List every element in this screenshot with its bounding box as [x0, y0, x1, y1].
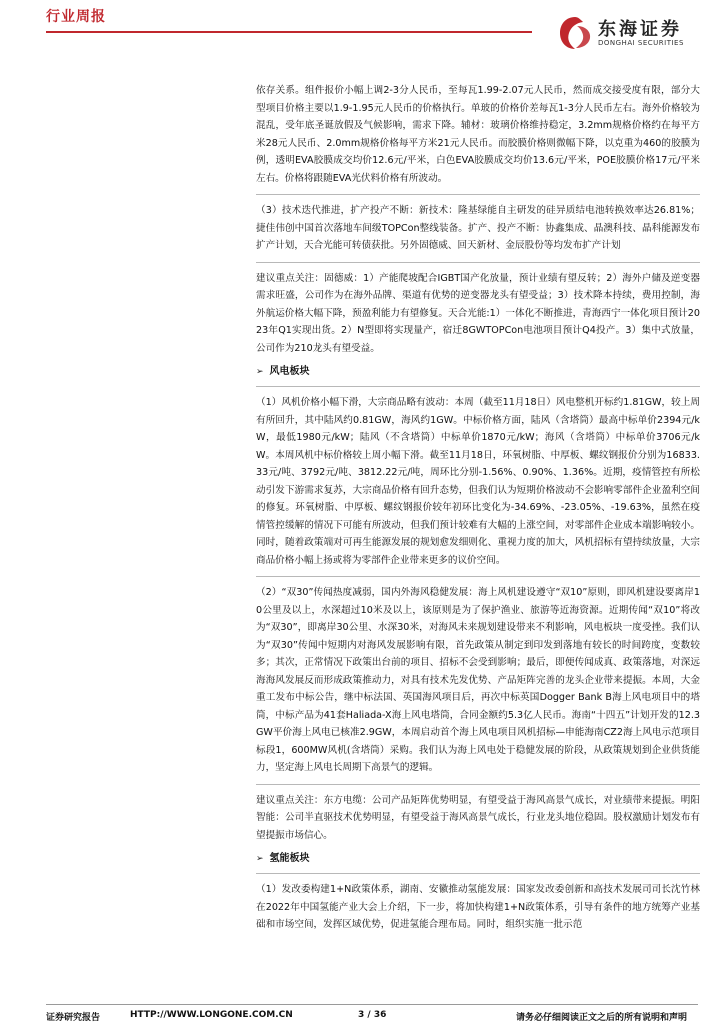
paragraph-wind-price: （1）风机价格小幅下滑，大宗商品略有波动：本周（截至11月18日）风电整机开标约1.81GW，较上周有所回升，其中陆风约0.81GW，海风约1GW。中标价格方面，陆风（含塔筒）最高中标单价2394元/kW，最低1980元/kW；陆风（不含塔筒）中标单价1870元/kW；海风（含塔筒）中标单价3706元/kW。本周风机中标价格较上周小幅下滑。截至11月18日，环氧树脂、中厚板、螺纹钢报价分别为16833.33元/吨、3792元/吨、3812.22元/吨，周环比分别-1.56%、0.90%、1.36%。近期，疫情管控有所松动引发下游需求复苏，大宗商品价格有回升态势，但我们认为短期价格波动不会影响零部件企业盈利空间的修复。环氧树脂、中厚板、螺纹钢报价较年初环比变化为-34.69%、-23.05%、-19.63%，虽然在疫情管控缓解的情况下可能有所波动，但我们预计较难有大幅的上涨空间，对零部件企业成本端影响较小。同时，随着政策端对可再生能源发展的规划愈发细则化、重视力度的加大，风机招标有望持续放量，大宗商品价格小幅上扬或将为零部件企业带来更多的议价空间。: [256, 397, 700, 566]
paragraph-hydrogen-policy: （1）发改委构建1+N政策体系，湖南、安徽推动氢能发展：国家发改委创新和高技术发展司司长沈竹林在2022年中国氢能产业大会上介绍，下一步，将加快构建1+N政策体系，引导有条件的地方统筹产业基础和市场空间，发挥区域优势，促进氢能合理布局。同时，组织实施一批示范: [256, 884, 700, 930]
paragraph-wind-recommend: 建议重点关注：东方电缆：公司产品矩阵优势明显，有望受益于海风高景气成长，对业绩带来提振。明阳智能：公司半直驱技术优势明显，有望受益于海风高景气成长，行业龙头地位稳固。股权激励计划发布有望提振市场信心。: [256, 794, 700, 841]
wind-section-heading: [256, 364, 700, 380]
paragraph-divider: [256, 576, 700, 577]
page-footer: [0, 1004, 724, 1024]
paragraph-pv-price: 依存关系。组件报价小幅上调2-3分人民币，至每瓦1.99-2.07元人民币，然而成交接受度有限，部分大型项目价格主要以1.9-1.95元人民币的价格执行。单玻的价格价差每瓦1-3分人民币左右。海外价格较为混乱，受年底圣诞放假及气候影响，需求下降。辅材：玻璃价格维持稳定，3.2mm规格价格约在每平方米28元人民币、2.0mm规格价格每平方米21元人民币。而胶膜价格则微幅下降，以克重为460的胶膜为例，透明EVA胶膜成交均价12.6元/平米，白色EVA胶膜成交均价13.6元/平米，POE胶膜价格17元/平米左右。价格将跟随EVA光伏料价格有所波动。: [256, 85, 700, 184]
footer-report-type: 证券研究报告: [46, 1013, 101, 1023]
logo-mark-icon: [556, 14, 594, 52]
page-number: 3 / 36: [358, 1010, 387, 1020]
company-logo: [556, 14, 696, 54]
paragraph-divider: [256, 194, 700, 195]
paragraph-pv-recommend: 建议重点关注：固德威：1）产能爬坡配合IGBT国产化放量，预计业绩有望反转；2）海外户储及逆变器需求旺盛，公司作为在海外品牌、渠道有优势的逆变器龙头有望受益；3）技术降本持续，费用控制，海外航运价格大幅下降，预盈利能力有望修复。天合光能:1）一体化不断推进，青海西宁一体化项目预计2023年Q1实现出货。2）N型即将实现量产，宿迁8GWTOPCon电池项目预计Q4投产。3）集中式放量，公司作为210龙头有望受益。: [256, 272, 700, 354]
paragraph-wind-offshore: （2）“双30”传闻热度减弱，国内外海风稳健发展：海上风机建设遵守“双10”原则，即风机建设要离岸10公里及以上，水深超过10米及以上，该原则是为了保护渔业、旅游等近海资源。近期传闻“双10”将改为“双30”，即离岸30公里、水深30米，对海风未来规划建设带来不利影响，风电板块一度受挫。我们认为“双30”传闻中短期内对海风发展影响有限，首先政策从制定到印发到落地有较长的时间跨度，变数较多；其次，正常情况下政策出台前的项目、招标不会受到影响；最后，即便传闻成真、政策落地，对深远海海风发展反而形成政策推动力，对具有技术先发优势、产品矩阵完善的龙头企业带来提振。本周，大金重工发布中标公告，继中标法国、英国海风项目后，再次中标英国Dogger Bank B海上风电项目中的塔筒，中标产品为41套Haliada-X海上风电塔筒，合同金额约5.3亿人民币。海南“十四五”计划开发的12.3GW平价海上风电已核准2.9GW，本周启动首个海上风电项目风机招标—申能海南CZ2海上风电示范项目标段1，600MW风机(含塔筒）采购。我们认为海上风电处于稳健发展的阶段，从政策规划到企业供货能力，坚定海上风电长周期下高景气的逻辑。: [256, 587, 700, 773]
hydrogen-section-title: 氢能板块: [269, 853, 310, 864]
page-header: [0, 0, 724, 70]
report-body: [256, 82, 700, 934]
triangle-right-icon: ➢: [256, 854, 264, 864]
logo-chinese-name: 东海证券: [598, 19, 682, 40]
report-section-label: 行业周报: [46, 9, 106, 25]
footer-disclaimer: 请务必仔细阅读正文之后的所有说明和声明: [516, 1013, 688, 1023]
paragraph-divider: [256, 873, 700, 874]
logo-english-name: DONGHAI SECURITIES: [598, 39, 684, 47]
paragraph-divider: [256, 784, 700, 785]
wind-section-title: 风电板块: [269, 366, 310, 377]
triangle-right-icon: ➢: [256, 367, 264, 377]
hydrogen-section-heading: [256, 851, 700, 867]
footer-rule: [46, 1004, 698, 1005]
paragraph-divider: [256, 386, 700, 387]
paragraph-divider: [256, 262, 700, 263]
header-rule: [46, 31, 532, 33]
paragraph-pv-tech: （3）技术迭代推进，扩产投产不断：新技术：隆基绿能自主研发的硅异质结电池转换效率达26.81%；捷佳伟创中国首次落地车间级TOPCon整线装备。扩产、投产不断：协鑫集成、晶澳科技、晶科能源发布扩产计划，天合光能可转债获批。另外固德威、回天新材、金辰股份等均发布扩产计划: [256, 205, 700, 251]
footer-website-link[interactable]: HTTP://WWW.LONGONE.COM.CN: [130, 1010, 293, 1020]
